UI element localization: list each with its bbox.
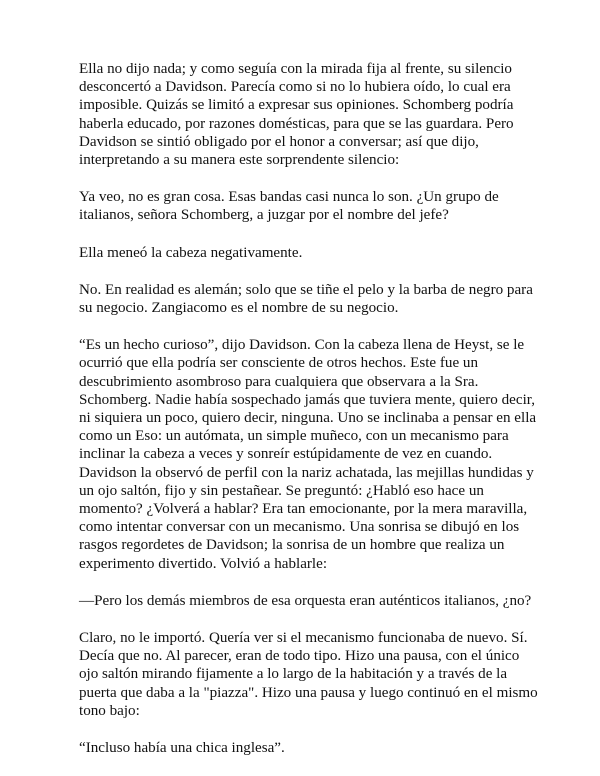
text-line: tono bajo:: [79, 702, 140, 719]
text-line: “Es un hecho curioso”, dijo Davidson. Con la cabeza llena de Heyst, se le: [79, 337, 525, 354]
text-line: imposible. Quizás se limitó a expresar sus opiniones. Schomberg podría: [79, 97, 514, 114]
paragraph-1: [79, 60, 534, 169]
paragraph-3: [79, 244, 534, 262]
paragraph-5: [79, 336, 537, 573]
text-line: Claro, no le importó. Quería ver si el mecanismo funcionaba de nuevo. Sí.: [79, 630, 528, 647]
text-line: puerta que daba a la "piazza". Hizo una pausa y luego continuó en el mismo: [79, 684, 538, 701]
text-line: “Incluso había una chica inglesa”.: [79, 740, 285, 757]
paragraph-7: [79, 629, 538, 720]
paragraph-2: [79, 188, 534, 224]
text-line: Davidson se sintió obligado por el honor a conversar; así que dijo,: [79, 133, 479, 150]
text-line: desconcertó a Davidson. Parecía como si no lo hubiera oído, lo cual era: [79, 79, 511, 96]
text-line: Ella no dijo nada; y como seguía con la mirada fija al frente, su silencio: [79, 61, 512, 77]
text-line: No. En realidad es alemán; solo que se tiñe el pelo y la barba de negro para: [79, 281, 533, 298]
text-line: como intentar conversar con un mecanismo. Una sonrisa se dibujó en los: [79, 519, 520, 536]
text-line: ojo saltón mirando fijamente a lo largo de la habitación y a través de la: [79, 666, 508, 683]
text-line: Ya veo, no es gran cosa. Esas bandas casi nunca lo son. ¿Un grupo de: [79, 189, 499, 206]
text-line: interpretando a su manera este sorprendente silencio:: [79, 152, 400, 169]
text-line: italianos, señora Schomberg, a juzgar por el nombre del jefe?: [79, 207, 449, 224]
text-line: ocurrió que ella podría ser consciente de otros hechos. Este fue un: [79, 355, 479, 372]
paragraph-4: [79, 281, 534, 317]
text-line: Davidson la observó de perfil con la nariz achatada, las mejillas hundidas y: [79, 464, 534, 481]
text-line: como un Eso: un autómata, un simple muñeco, con un mecanismo para: [79, 428, 509, 445]
text-line: —Pero los demás miembros de esa orquesta eran auténticos italianos, ¿no?: [79, 592, 532, 609]
text-line: haberla educado, por razones domésticas, para que se las guardara. Pero: [79, 115, 514, 132]
document-page: [79, 60, 538, 776]
text-line: Decía que no. Al parecer, eran de todo tipo. Hizo una pausa, con el único: [79, 648, 520, 665]
text-line: rasgos regordetes de Davidson; la sonrisa de un hombre que realiza un: [79, 537, 505, 554]
text-line: Schomberg. Nadie había sospechado jamás que tuviera mente, quiero decir,: [79, 391, 535, 408]
text-line: ni siquiera un poco, quiero decir, ninguna. Uno se inclinaba a pensar en ella: [79, 410, 537, 427]
text-line: experimento divertido. Volvió a hablarle:: [79, 555, 328, 572]
text-line: descubrimiento asombroso para cualquiera que observara a la Sra.: [79, 373, 479, 390]
text-line: Ella meneó la cabeza negativamente.: [79, 244, 303, 261]
text-line: momento? ¿Volverá a hablar? Era tan emocionante, por la mera maravilla,: [79, 501, 528, 518]
text-line: su negocio. Zangiacomo es el nombre de su negocio.: [79, 300, 399, 317]
text-line: un ojo saltón, fijo y sin pestañear. Se preguntó: ¿Habló eso hace un: [79, 482, 484, 499]
paragraph-6: [79, 592, 534, 610]
paragraph-8: [79, 739, 534, 757]
text-line: inclinar la cabeza a veces y sonreír estúpidamente de vez en cuando.: [79, 446, 493, 463]
